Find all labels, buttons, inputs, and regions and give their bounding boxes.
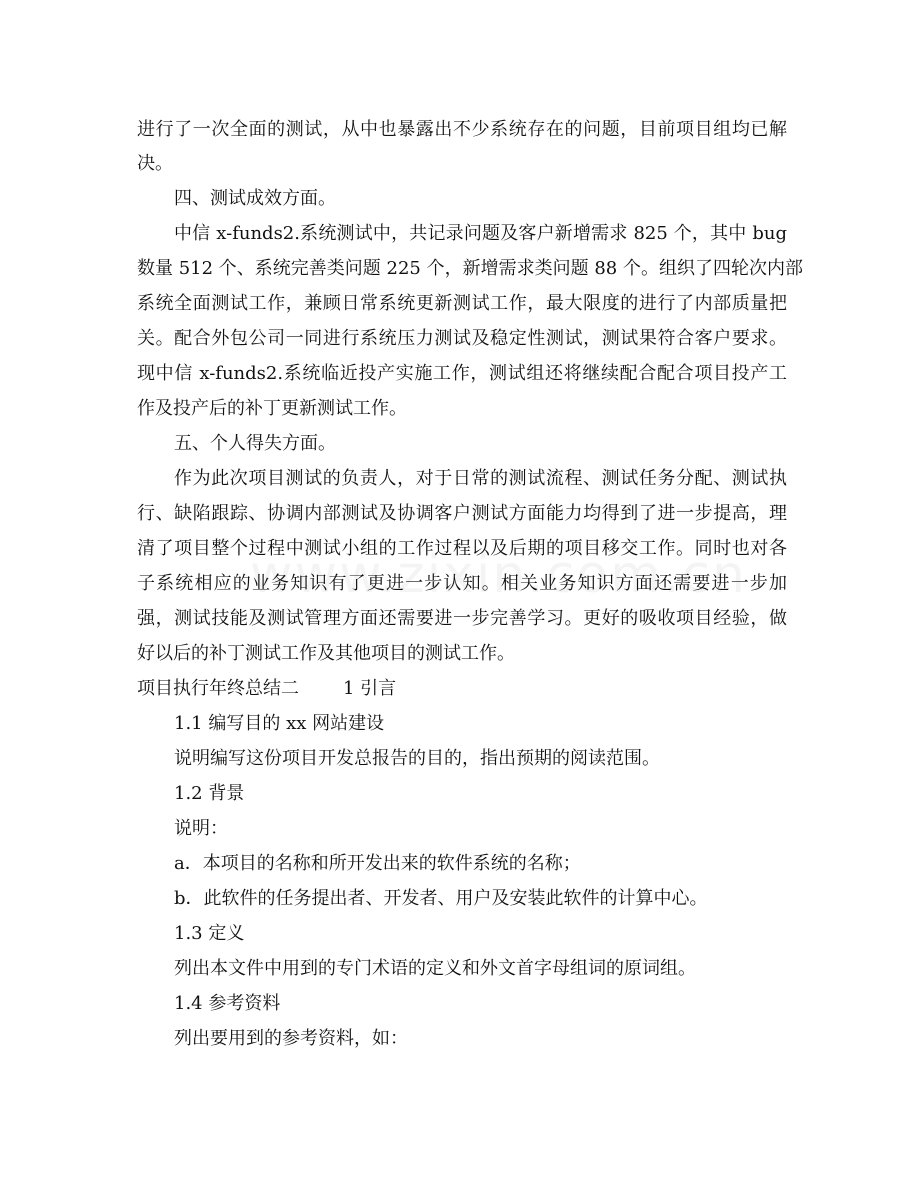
paragraph-line: 子系统相应的业务知识有了更进一步认知。相关业务知识方面还需要进一步加 — [137, 573, 787, 594]
paragraph-line: 现中信 x-funds2.系统临近投产实施工作，测试组还将继续配合配合项目投产工 — [137, 363, 787, 384]
section-heading: 四、测试成效方面。 — [174, 188, 336, 209]
subsection-heading: 1.4 参考资料 — [174, 993, 281, 1014]
paragraph-line: 说明： — [174, 818, 228, 839]
intro-heading: 1 引言 — [343, 678, 397, 699]
subsection-heading: 1.1 编写目的 xx 网站建设 — [174, 713, 385, 734]
paragraph-line: 关。配合外包公司一同进行系统压力测试及稳定性测试，测试果符合客户要求。 — [137, 328, 787, 349]
subsection-heading: 1.2 背景 — [174, 783, 245, 804]
paragraph-line: 作为此次项目测试的负责人，对于日常的测试流程、测试任务分配、测试执 — [174, 468, 787, 489]
document-title: 项目执行年终总结二 — [137, 678, 299, 699]
document-title-line — [137, 677, 787, 701]
paragraph-line: 进行了一次全面的测试，从中也暴露出不少系统存在的问题，目前项目组均已解 — [137, 119, 787, 140]
paragraph-line: 列出要用到的参考资料，如： — [174, 1028, 408, 1049]
paragraph-line: 强，测试技能及测试管理方面还需要进一步完善学习。更好的吸收项目经验，做 — [137, 608, 787, 629]
paragraph-line: 作及投产后的补丁更新测试工作。 — [137, 398, 407, 419]
section-heading: 五、个人得失方面。 — [174, 433, 336, 454]
list-item: b．此软件的任务提出者、开发者、用户及安装此软件的计算中心。 — [174, 888, 708, 909]
paragraph-line: 系统全面测试工作，兼顾日常系统更新测试工作，最大限度的进行了内部质量把 — [137, 293, 787, 314]
paragraph-line: 说明编写这份项目开发总报告的目的，指出预期的阅读范围。 — [174, 748, 660, 769]
paragraph-line: 列出本文件中用到的专门术语的定义和外文首字母组词的原词组。 — [174, 958, 696, 979]
paragraph-line: 好以后的补丁测试工作及其他项目的测试工作。 — [137, 643, 515, 664]
list-item: a．本项目的名称和所开发出来的软件系统的名称； — [174, 853, 581, 874]
paragraph-line: 清了项目整个过程中测试小组的工作过程以及后期的项目移交工作。同时也对各 — [137, 538, 787, 559]
paragraph-line: 决。 — [137, 153, 173, 174]
subsection-heading: 1.3 定义 — [174, 923, 245, 944]
paragraph-line: 行、缺陷跟踪、协调内部测试及协调客户测试方面能力均得到了进一步提高，理 — [137, 503, 787, 524]
paragraph-line: 数量 512 个、系统完善类问题 225 个，新增需求类问题 88 个。组织了四轮次内部 — [137, 258, 803, 279]
paragraph-line: 中信 x-funds2.系统测试中，共记录问题及客户新增需求 825 个，其中 bug — [174, 223, 787, 244]
